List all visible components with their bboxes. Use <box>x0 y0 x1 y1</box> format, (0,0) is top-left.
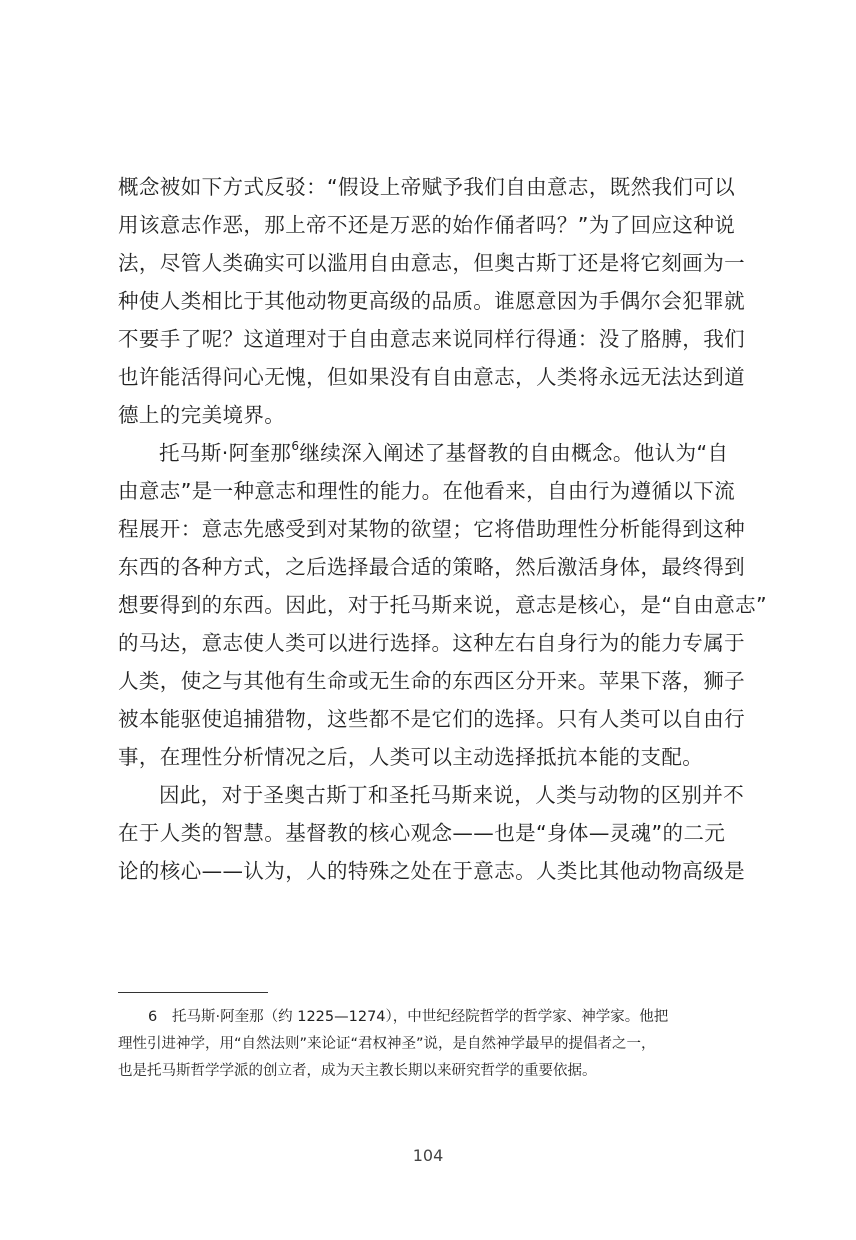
page-number: 104 <box>412 1146 444 1165</box>
footnote-reference[interactable]: 6 <box>291 439 300 453</box>
text-line: 程展开：意志先感受到对某物的欲望；它将借助理性分析能得到这种 <box>118 517 745 541</box>
footnote-number: 6 <box>148 1009 158 1025</box>
text-line: 种使人类相比于其他动物更高级的品质。谁愿意因为手偶尔会犯罪就 <box>118 289 745 313</box>
body-text <box>118 168 768 890</box>
text-line: 东西的各种方式，之后选择最合适的策略，然后激活身体，最终得到 <box>118 555 745 579</box>
text-line: 在于人类的智慧。基督教的核心观念——也是“身体—灵魂”的二元 <box>118 821 726 845</box>
text-line: 论的核心——认为，人的特殊之处在于意志。人类比其他动物高级是 <box>118 859 745 883</box>
paragraph-3 <box>118 776 745 890</box>
text-line: 因此，对于圣奥古斯丁和圣托马斯来说，人类与动物的区别并不 <box>159 783 745 807</box>
text-line: 由意志”是一种意志和理性的能力。在他看来，自由行为遵循以下流 <box>118 479 736 503</box>
footnote <box>118 1004 724 1085</box>
text-fragment: 继续深入阐述了基督教的自由概念。他认为“自 <box>299 441 729 465</box>
paragraph-1 <box>118 168 745 434</box>
paragraph-2 <box>118 434 768 776</box>
text-line: 概念被如下方式反驳：“假设上帝赋予我们自由意志，既然我们可以 <box>118 175 736 199</box>
text-line: 想要得到的东西。因此，对于托马斯来说，意志是核心，是“自由意志” <box>118 593 768 617</box>
text-line: 的马达，意志使人类可以进行选择。这种左右自身行为的能力专属于 <box>118 631 745 655</box>
footnote-line: 也是托马斯哲学学派的创立者，成为天主教长期以来研究哲学的重要依据。 <box>118 1063 597 1079</box>
text-line <box>118 434 729 472</box>
text-line: 人类，使之与其他有生命或无生命的东西区分开来。苹果下落，狮子 <box>118 669 745 693</box>
footnote-divider <box>118 992 268 993</box>
text-line: 事，在理性分析情况之后，人类可以主动选择抵抗本能的支配。 <box>118 745 704 769</box>
text-line: 也许能活得问心无愧，但如果没有自由意志，人类将永远无法达到道 <box>118 365 745 389</box>
text-line: 被本能驱使追捕猎物，这些都不是它们的选择。只有人类可以自由行 <box>118 707 745 731</box>
footnote-text: 托马斯·阿奎那（约 1225—1274），中世纪经院哲学的哲学家、神学家。他把 <box>172 1009 669 1025</box>
text-line: 法，尽管人类确实可以滥用自由意志，但奥古斯丁还是将它刻画为一 <box>118 251 745 275</box>
footnote-line: 理性引进神学，用“自然法则”来论证“君权神圣”说，是自然神学最早的提倡者之一， <box>118 1036 656 1052</box>
text-line: 不要手了呢？这道理对于自由意志来说同样行得通：没了胳膊，我们 <box>118 327 745 351</box>
text-fragment: 托马斯·阿奎那 <box>159 441 292 465</box>
text-line: 用该意志作恶，那上帝不还是万恶的始作俑者吗？”为了回应这种说 <box>118 213 736 237</box>
footnote-line <box>118 1004 724 1031</box>
text-line: 德上的完美境界。 <box>118 403 286 427</box>
